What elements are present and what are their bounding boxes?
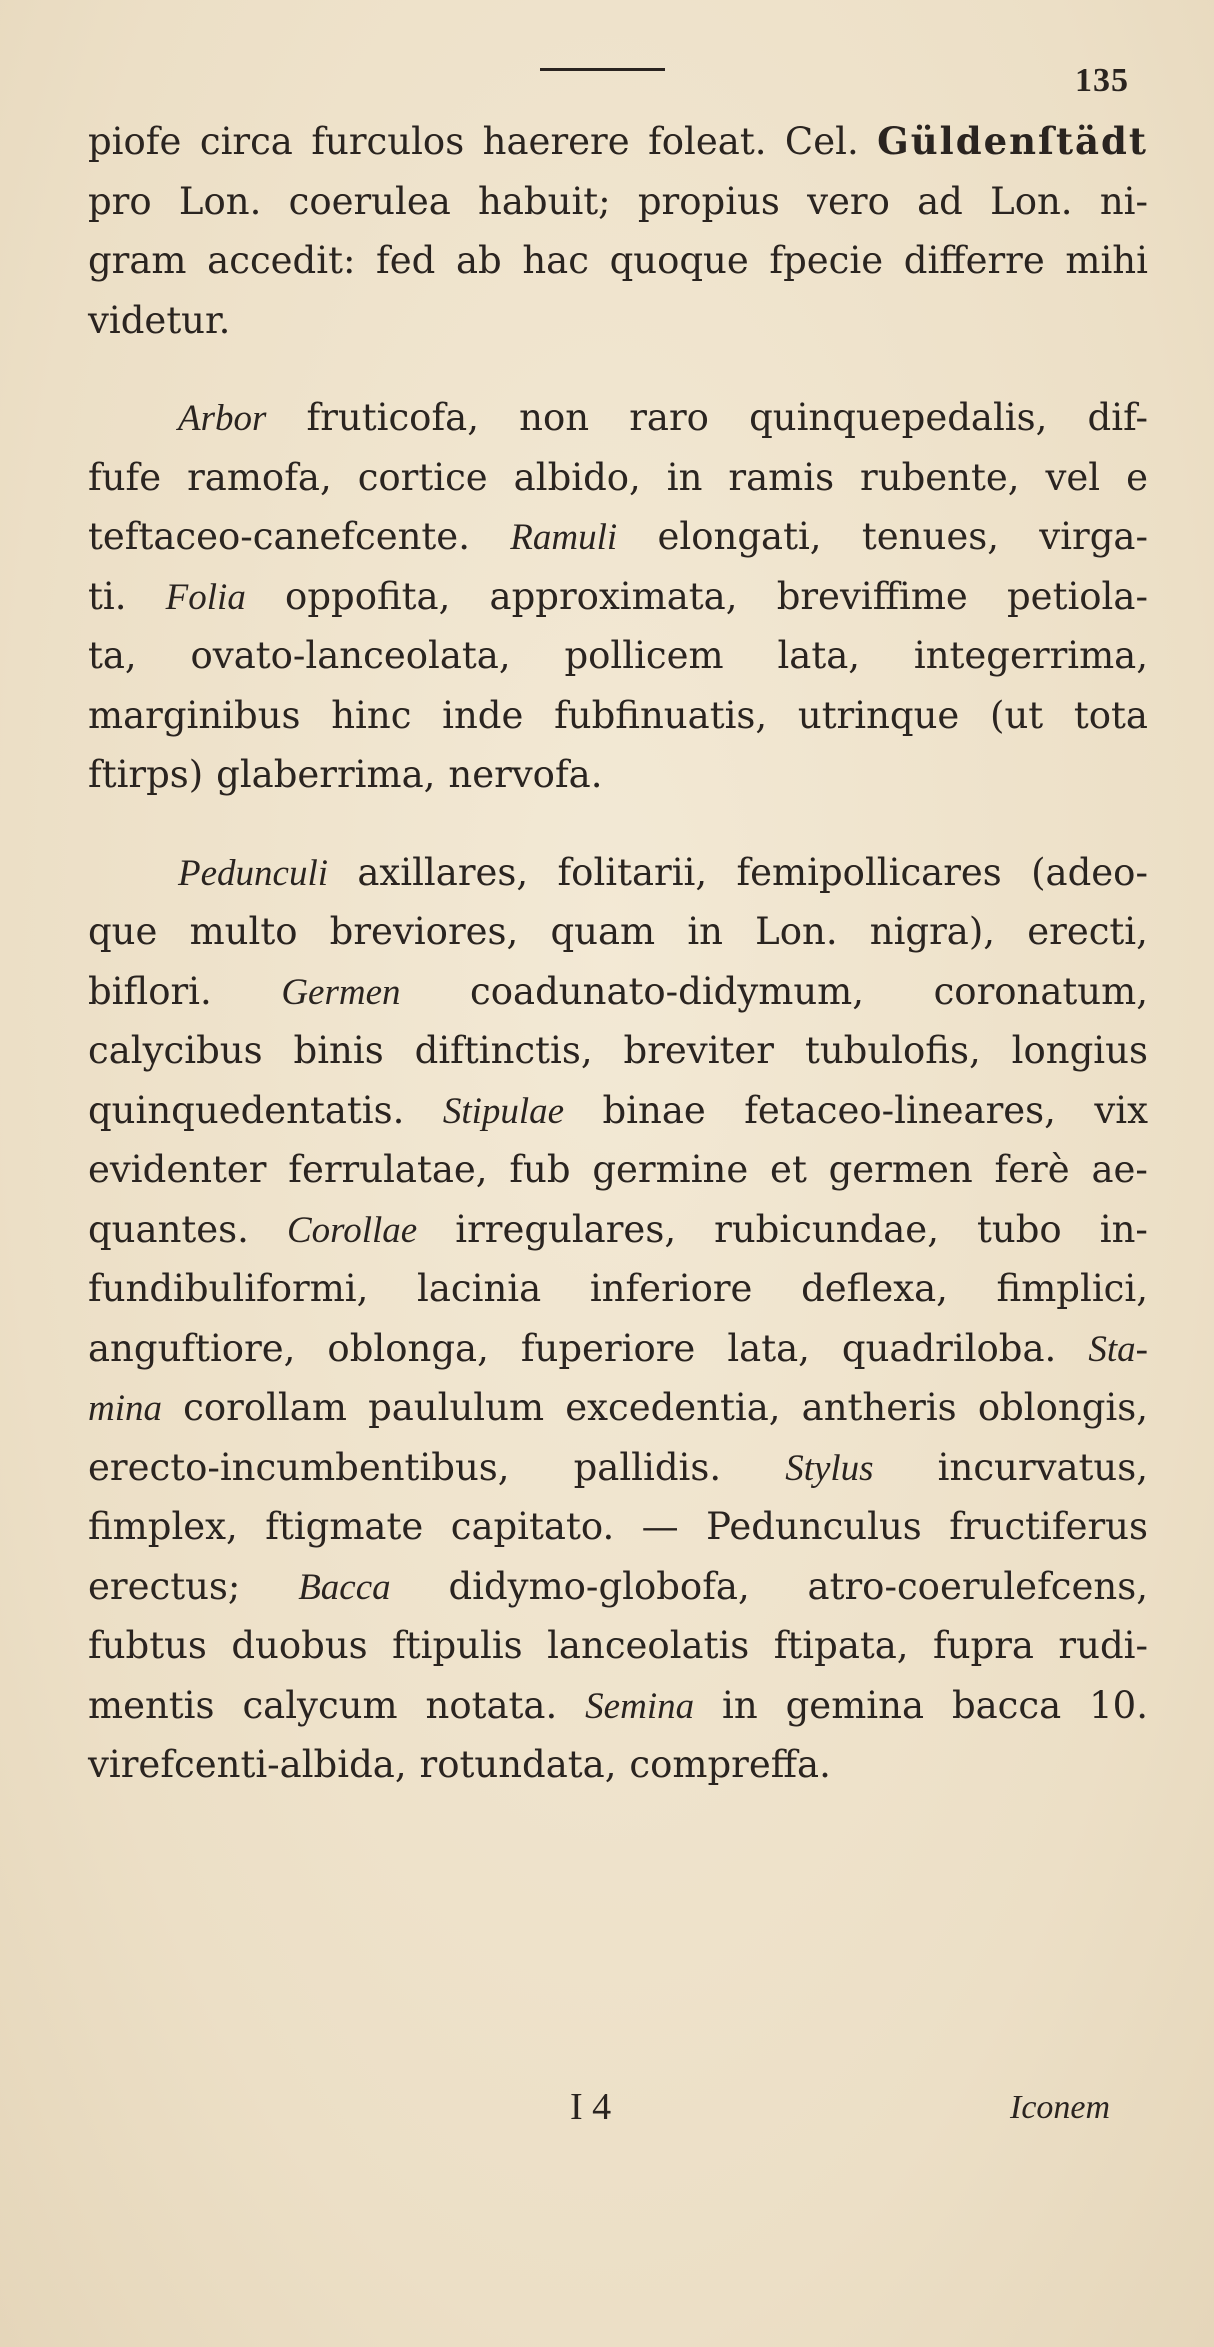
word: Lon.	[178, 179, 262, 223]
word: fetaceo-lineares,	[744, 1088, 1056, 1132]
word: Folia	[165, 576, 246, 618]
text-line	[88, 1378, 1148, 1438]
text-line	[88, 745, 1148, 805]
word: deflexa,	[801, 1267, 948, 1310]
word: integerrima,	[913, 634, 1148, 677]
word: ni-	[1099, 179, 1148, 223]
word: ftigmate	[265, 1505, 424, 1548]
word: anguftiore,	[88, 1326, 296, 1370]
catchword: Iconem	[1010, 2089, 1111, 2126]
word: evidenter	[88, 1148, 267, 1191]
word: gemina	[785, 1683, 925, 1727]
word: lacinia	[417, 1267, 542, 1310]
word: fubfinuatis,	[554, 693, 768, 737]
word: breviores,	[329, 910, 519, 953]
word: petiola-	[1007, 574, 1148, 618]
word: lanceolatis	[547, 1624, 750, 1667]
text-line	[88, 626, 1148, 686]
word: Güldenſtädt	[877, 119, 1148, 163]
word: in	[666, 455, 703, 499]
word: fupra	[933, 1624, 1034, 1667]
word: tota	[1073, 693, 1148, 737]
word: quantes.	[88, 1207, 249, 1251]
word: fed	[376, 239, 436, 282]
page-number: 135	[1075, 62, 1129, 99]
word: Stylus	[785, 1447, 874, 1489]
word: axillares,	[357, 850, 529, 894]
text-line	[88, 1676, 1148, 1736]
word: hac	[522, 239, 589, 282]
word: germen	[828, 1148, 973, 1191]
word: fpecie	[769, 239, 884, 282]
word: ovato-lanceolata,	[190, 634, 511, 677]
word: mihi	[1065, 239, 1148, 282]
text-line	[88, 567, 1148, 627]
word: longius	[1011, 1029, 1148, 1072]
text-line	[88, 448, 1148, 508]
text-line	[88, 1081, 1148, 1141]
word: Ramuli	[510, 517, 618, 558]
word: virefcenti-albida,	[88, 1743, 407, 1786]
word: (adeo-	[1031, 850, 1148, 894]
word: in	[722, 1683, 758, 1727]
word: ftipulis	[392, 1624, 523, 1667]
text-line	[88, 1616, 1148, 1676]
word: piofe	[88, 120, 182, 163]
word: fimplici,	[996, 1267, 1148, 1310]
word: elongati,	[657, 515, 822, 558]
word: fructiferus	[949, 1505, 1148, 1548]
word: utrinque	[797, 693, 960, 737]
word: fubtus	[88, 1624, 207, 1667]
text-line	[88, 1735, 1148, 1795]
word: in	[687, 910, 723, 953]
text-line	[88, 1319, 1148, 1379]
body-text	[88, 112, 1148, 1795]
word: que	[88, 910, 158, 953]
text-line	[88, 1438, 1148, 1498]
word: propius	[637, 179, 780, 223]
word: quinquedentatis.	[88, 1088, 405, 1132]
word: duobus	[231, 1624, 368, 1667]
word: atro-coerulefcens,	[807, 1564, 1148, 1608]
word: lata,	[727, 1326, 810, 1370]
word: didymo-globofa,	[448, 1564, 750, 1608]
word: Germen	[281, 971, 401, 1013]
word: mina	[88, 1388, 162, 1429]
word: Lon.	[755, 910, 838, 953]
word: vel	[1045, 455, 1101, 499]
word: capitato.	[450, 1505, 615, 1548]
word: pallidis.	[573, 1445, 722, 1489]
word: vero	[807, 179, 890, 223]
text-line	[88, 388, 1148, 448]
word: gram	[88, 239, 187, 282]
word: vix	[1094, 1088, 1148, 1132]
word: fruticofa,	[306, 396, 479, 439]
word: accedit:	[207, 239, 356, 282]
word: oppofita,	[285, 574, 451, 618]
word: ad	[917, 179, 963, 223]
word: Pedunculus	[706, 1505, 922, 1548]
word: Cel.	[784, 120, 859, 163]
word: marginibus	[88, 693, 301, 737]
word: inferiore	[589, 1267, 753, 1310]
word: quinquepedalis,	[749, 396, 1048, 439]
word: pollicem	[564, 634, 724, 677]
text-line	[88, 1557, 1148, 1617]
word: tubo	[977, 1207, 1062, 1251]
word: erecto-incumbentibus,	[88, 1445, 510, 1489]
word: erecti,	[1027, 910, 1148, 953]
word: rubente,	[860, 455, 1020, 499]
word: habuit;	[478, 179, 611, 223]
text-line	[88, 962, 1148, 1022]
word: Semina	[585, 1685, 695, 1727]
text-line	[88, 1200, 1148, 1260]
text-line	[88, 902, 1148, 962]
word: raro	[629, 396, 709, 439]
word: coronatum,	[933, 969, 1148, 1013]
word: breviter	[623, 1029, 774, 1072]
word: fub	[509, 1148, 571, 1191]
word: nigra),	[869, 910, 996, 953]
word: nervofa.	[448, 753, 603, 796]
text-line	[88, 231, 1148, 291]
word: dif-	[1087, 396, 1148, 439]
signature-mark: I 4	[570, 2086, 612, 2128]
header-rule	[540, 68, 665, 71]
word: breviffime	[776, 574, 968, 618]
word: ferrulatae,	[288, 1148, 488, 1191]
word: biflori.	[88, 969, 212, 1013]
word: multo	[189, 910, 298, 953]
word: —	[641, 1505, 679, 1548]
paragraph-gap	[88, 805, 1148, 843]
word: diftinctis,	[414, 1029, 593, 1072]
word: tenues,	[861, 515, 999, 558]
word: Corollae	[286, 1209, 418, 1251]
text-line	[88, 1140, 1148, 1200]
word: differre	[903, 239, 1045, 282]
word: calycum	[242, 1683, 398, 1727]
word: oblongis,	[977, 1386, 1148, 1429]
word: fimplex,	[88, 1505, 238, 1548]
word: circa	[199, 120, 293, 163]
word: haerere	[482, 120, 630, 163]
word: germine	[592, 1148, 749, 1191]
word: folitarii,	[557, 850, 708, 894]
word: quadriloba.	[841, 1326, 1057, 1370]
word: non	[519, 396, 590, 439]
text-line	[88, 1259, 1148, 1319]
word: ab	[455, 239, 502, 282]
word: corollam	[183, 1386, 347, 1429]
word: Lon.	[990, 179, 1073, 223]
word: mentis	[88, 1683, 215, 1727]
word: ramofa,	[187, 455, 332, 499]
word: paululum	[368, 1386, 545, 1429]
word: antheris	[801, 1386, 957, 1429]
text-line	[88, 686, 1148, 746]
word: ftirps)	[88, 753, 204, 796]
word: Stipulae	[442, 1090, 565, 1132]
word: Pedunculi	[178, 852, 329, 894]
word: excedentia,	[565, 1386, 781, 1429]
word: rudi-	[1058, 1624, 1148, 1667]
word: femipollicares	[736, 850, 1002, 894]
word: ftipata,	[773, 1624, 909, 1667]
word: quoque	[609, 239, 749, 282]
word: ta,	[88, 634, 137, 677]
word: in-	[1099, 1207, 1148, 1251]
word: ferè	[994, 1148, 1070, 1191]
word: teftaceo-canefcente.	[88, 515, 470, 558]
word: Bacca	[298, 1566, 391, 1608]
word: erectus;	[88, 1564, 241, 1608]
word: compreffa.	[629, 1743, 831, 1786]
word: foleat.	[648, 120, 767, 163]
word: fufe	[88, 455, 162, 499]
text-line	[88, 1497, 1148, 1557]
word: approximata,	[489, 574, 738, 618]
word: ae-	[1091, 1148, 1148, 1191]
word: e	[1126, 455, 1148, 499]
word: (ut	[990, 693, 1044, 737]
page-footer	[0, 2085, 1214, 2145]
word: calycibus	[88, 1029, 263, 1072]
word: fundibuliformi,	[88, 1267, 369, 1310]
word: ti.	[88, 574, 127, 618]
word: binae	[602, 1088, 706, 1132]
word: videtur.	[88, 298, 231, 342]
word: irregulares,	[455, 1207, 677, 1251]
word: 10.	[1089, 1683, 1148, 1727]
word: virga-	[1039, 515, 1148, 558]
word: binis	[293, 1029, 384, 1072]
text-line	[88, 291, 1148, 351]
word: rotundata,	[419, 1743, 617, 1786]
word: furculos	[311, 120, 465, 163]
word: fuperiore	[520, 1326, 696, 1370]
word: tubulofis,	[804, 1029, 981, 1072]
word: notata.	[425, 1683, 558, 1727]
word: rubicundae,	[714, 1207, 939, 1251]
word: coerulea	[288, 179, 451, 223]
text-line	[88, 112, 1148, 172]
text-line	[88, 172, 1148, 232]
word: Sta-	[1088, 1328, 1148, 1370]
word: cortice	[357, 455, 488, 499]
text-line	[88, 843, 1148, 903]
word: glaberrima,	[216, 753, 436, 796]
word: Arbor	[178, 398, 267, 439]
word: bacca	[951, 1683, 1062, 1727]
word: hinc	[331, 693, 412, 737]
word: ramis	[728, 455, 835, 499]
word: quam	[550, 910, 656, 953]
word: pro	[88, 179, 152, 223]
word: inde	[442, 693, 524, 737]
paragraph-gap	[88, 350, 1148, 388]
word: incurvatus,	[937, 1445, 1148, 1489]
text-line	[88, 1021, 1148, 1081]
text-line	[88, 507, 1148, 567]
word: oblonga,	[327, 1326, 489, 1370]
word: coadunato-didymum,	[470, 969, 865, 1013]
word: et	[770, 1148, 807, 1191]
word: albido,	[513, 455, 641, 499]
word: lata,	[777, 634, 861, 677]
